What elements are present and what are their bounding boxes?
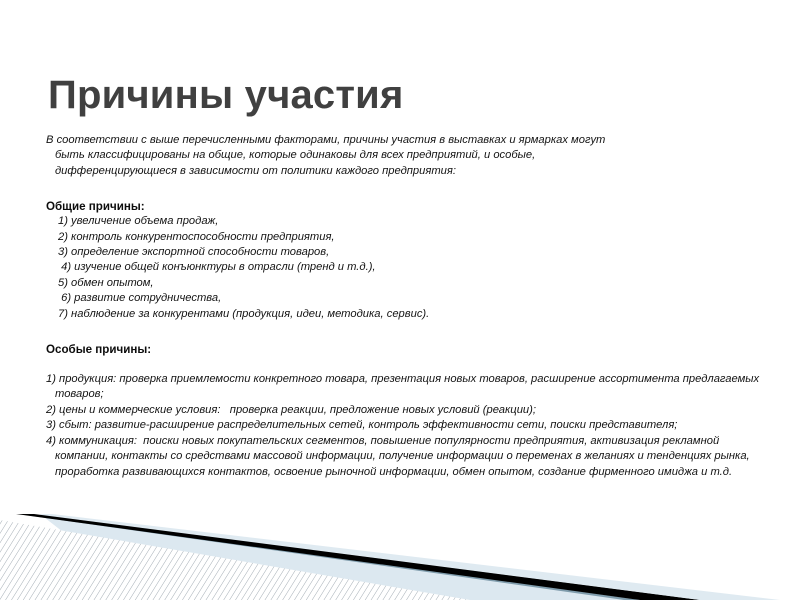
- list-item: 4) коммуникация: поиски новых покупательских сегментов, повышение популярности предприятия, активизация рекламной компании, контакты со средствами массовой информации, получение информации о переменах в желаниях и тенденциях рынка, проработка развивающихся контактов, освоение рыночной информации, обмен опытом, создание фирменного имиджа и т.д.: [46, 434, 753, 478]
- general-reasons-heading: Общие причины:: [46, 200, 145, 214]
- special-reasons-heading: Особые причины:: [46, 343, 152, 357]
- list-item: 1) увеличение объема продаж,: [58, 215, 219, 228]
- slide-body: [46, 133, 770, 480]
- list-item: 1) продукция: проверка приемлемости конкретного товара, презентация новых товаров, расширение ассортимента предлагаемых товаров;: [46, 373, 763, 401]
- list-item: 3) определение экспортной способности товаров,: [58, 246, 330, 259]
- general-reasons-list: [46, 214, 770, 322]
- decor-wedge-top: [40, 514, 780, 600]
- intro-line-3: дифференцирующиеся в зависимости от политики каждого предприятия:: [55, 164, 456, 177]
- list-item: 6) развитие сотрудничества,: [58, 292, 222, 305]
- list-item: 5) обмен опытом,: [58, 276, 154, 289]
- spacer: [46, 179, 770, 199]
- list-item: 4) изучение общей конъюнктуры в отрасли (тренд и т.д.),: [58, 261, 376, 274]
- spacer: [46, 357, 770, 372]
- decor-wedge: [40, 514, 700, 600]
- list-item: 3) сбыт: развитие-расширение распределительных сетей, контроль эффективности сети, поиски представителя;: [46, 419, 678, 432]
- corner-ribbon-graphic: [0, 514, 800, 600]
- intro-line-2: быть классифицированы на общие, которые одинаковы для всех предприятий, и особые,: [55, 149, 536, 162]
- page-title: Причины участия: [48, 72, 404, 117]
- list-item: 7) наблюдение за конкурентами (продукция, идеи, методика, сервис).: [58, 307, 430, 320]
- special-reasons-list: [46, 372, 770, 480]
- decor-black-band: [16, 514, 700, 600]
- list-item: 2) контроль конкурентоспособности предприятия,: [58, 230, 335, 243]
- spacer: [46, 322, 770, 342]
- list-item: 2) цены и коммерческие условия: проверка реакции, предложение новых условий (реакции);: [46, 403, 536, 416]
- decor-accent-line: [18, 514, 640, 600]
- intro-paragraph: [46, 133, 770, 179]
- intro-line-1: В соответствии с выше перечисленными факторами, причины участия в выставках и ярмарках могут: [46, 134, 606, 146]
- decor-hatch: [0, 514, 800, 600]
